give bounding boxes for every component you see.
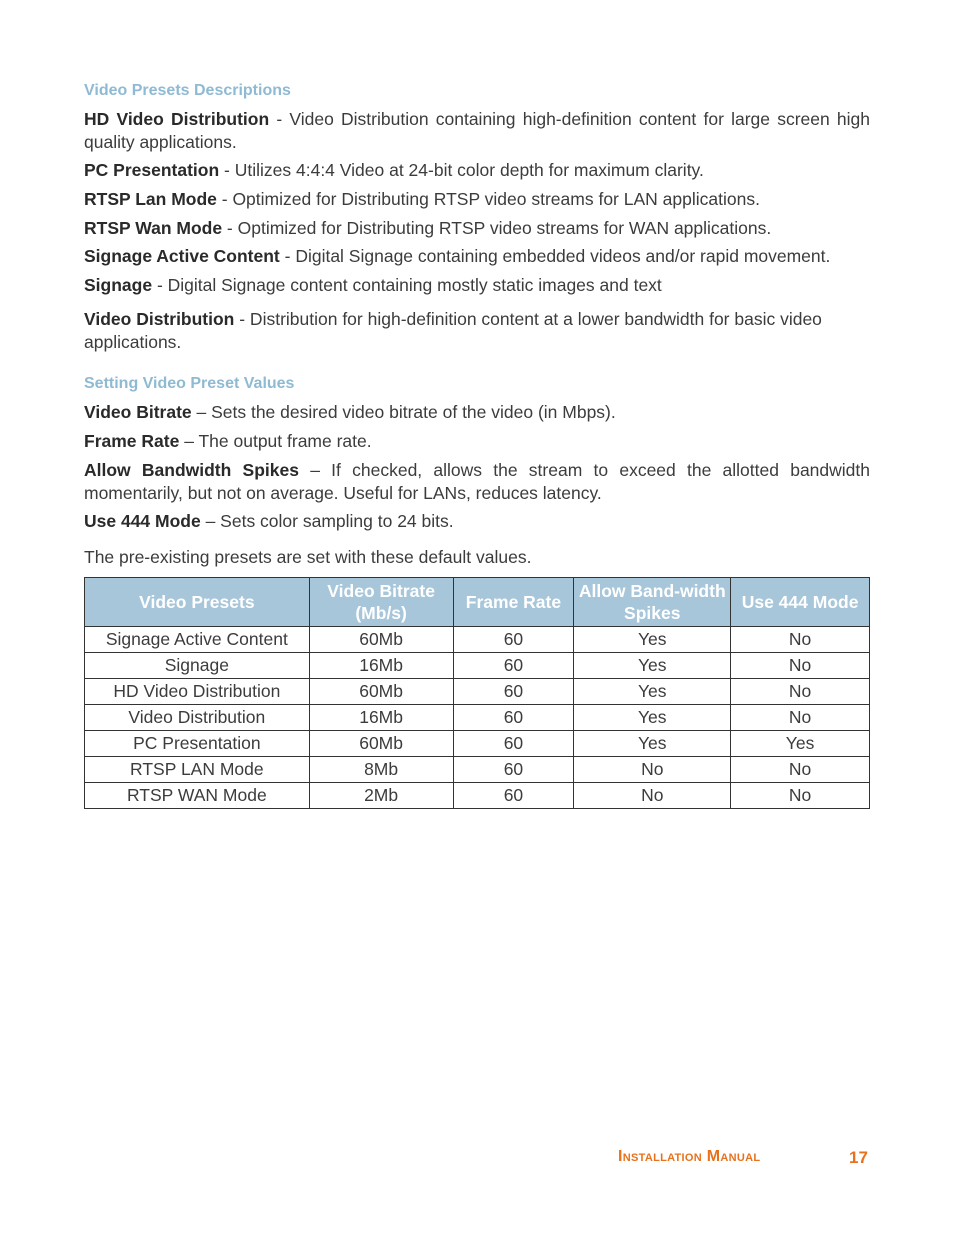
cell-444-mode: No <box>731 705 870 731</box>
cell-frame-rate: 60 <box>453 653 574 679</box>
column-header-allow-bandwidth-spikes: Allow Band-width Spikes <box>574 578 731 627</box>
section-heading-values: Setting Video Preset Values <box>84 375 295 392</box>
description-rtsp-wan-mode <box>84 217 870 240</box>
cell-preset: Signage <box>85 653 310 679</box>
term: Use 444 Mode <box>84 511 201 531</box>
definition: – The output frame rate. <box>179 431 372 451</box>
definition: – If checked, allows the stream to exceed the allotted bandwidth momentarily, but not on average. Useful for LANs, reduces latency. <box>84 460 870 503</box>
description-pc-presentation <box>84 159 870 182</box>
setting-allow-bandwidth-spikes <box>84 459 870 505</box>
description-signage <box>84 274 870 297</box>
cell-bitrate: 60Mb <box>309 679 453 705</box>
cell-preset: RTSP LAN Mode <box>85 757 310 783</box>
setting-video-bitrate <box>84 401 870 424</box>
cell-bandwidth-spikes: Yes <box>574 679 731 705</box>
term: Allow Bandwidth Spikes <box>84 460 299 480</box>
definition: - Optimized for Distributing RTSP video streams for LAN applications. <box>216 189 760 209</box>
description-hd-video-distribution <box>84 108 870 154</box>
cell-bandwidth-spikes: Yes <box>574 627 731 653</box>
term: Video Bitrate <box>84 402 192 422</box>
table-row <box>85 705 870 731</box>
cell-bitrate: 16Mb <box>309 705 453 731</box>
cell-bandwidth-spikes: Yes <box>574 705 731 731</box>
cell-frame-rate: 60 <box>453 783 574 809</box>
term: RTSP Lan Mode <box>84 189 217 209</box>
cell-bitrate: 60Mb <box>309 731 453 757</box>
presets-table <box>84 577 870 809</box>
table-row <box>85 731 870 757</box>
table-intro: The pre-existing presets are set with these default values. <box>84 547 532 567</box>
column-header-video-presets: Video Presets <box>85 578 310 627</box>
term: PC Presentation <box>84 160 220 180</box>
description-rtsp-lan-mode <box>84 188 870 211</box>
column-header-use-444-mode: Use 444 Mode <box>731 578 870 627</box>
cell-444-mode: No <box>731 783 870 809</box>
term: RTSP Wan Mode <box>84 218 223 238</box>
cell-444-mode: No <box>731 679 870 705</box>
setting-frame-rate <box>84 430 870 453</box>
cell-444-mode: No <box>731 757 870 783</box>
table-row <box>85 757 870 783</box>
term: Video Distribution <box>84 309 235 329</box>
table-header-row <box>85 578 870 627</box>
cell-bitrate: 8Mb <box>309 757 453 783</box>
cell-bandwidth-spikes: Yes <box>574 653 731 679</box>
page-number: 17 <box>849 1148 868 1167</box>
definition: – Sets color sampling to 24 bits. <box>200 511 454 531</box>
term: HD Video Distribution <box>84 109 270 129</box>
cell-preset: PC Presentation <box>85 731 310 757</box>
cell-preset: RTSP WAN Mode <box>85 783 310 809</box>
cell-bitrate: 60Mb <box>309 627 453 653</box>
table-row <box>85 653 870 679</box>
table-row <box>85 679 870 705</box>
description-video-distribution <box>84 308 870 354</box>
definition: - Utilizes 4:4:4 Video at 24-bit color depth for maximum clarity. <box>219 160 704 180</box>
cell-frame-rate: 60 <box>453 627 574 653</box>
cell-bandwidth-spikes: Yes <box>574 731 731 757</box>
cell-444-mode: Yes <box>731 731 870 757</box>
cell-bandwidth-spikes: No <box>574 783 731 809</box>
cell-preset: Video Distribution <box>85 705 310 731</box>
term: Signage <box>84 275 153 295</box>
footer-manual-title: Installation Manual <box>618 1148 761 1165</box>
definition: – Sets the desired video bitrate of the video (in Mbps). <box>191 402 616 422</box>
cell-frame-rate: 60 <box>453 679 574 705</box>
cell-preset: Signage Active Content <box>85 627 310 653</box>
cell-bandwidth-spikes: No <box>574 757 731 783</box>
cell-444-mode: No <box>731 653 870 679</box>
cell-bitrate: 16Mb <box>309 653 453 679</box>
description-signage-active-content <box>84 245 870 268</box>
table-row <box>85 783 870 809</box>
term: Signage Active Content <box>84 246 280 266</box>
definition: - Video Distribution containing high-definition content for large screen high quality applications. <box>84 109 870 152</box>
cell-preset: HD Video Distribution <box>85 679 310 705</box>
table-row <box>85 627 870 653</box>
definition: - Digital Signage content containing mostly static images and text <box>152 275 662 295</box>
cell-444-mode: No <box>731 627 870 653</box>
definition: - Digital Signage containing embedded videos and/or rapid movement. <box>279 246 831 266</box>
definition: - Distribution for high-definition content at a lower bandwidth for basic video applications. <box>84 309 822 352</box>
cell-bitrate: 2Mb <box>309 783 453 809</box>
cell-frame-rate: 60 <box>453 705 574 731</box>
column-header-video-bitrate: Video Bitrate (Mb/s) <box>309 578 453 627</box>
setting-use-444-mode <box>84 510 870 533</box>
term: Frame Rate <box>84 431 180 451</box>
section-heading-descriptions: Video Presets Descriptions <box>84 82 291 99</box>
cell-frame-rate: 60 <box>453 731 574 757</box>
column-header-frame-rate: Frame Rate <box>453 578 574 627</box>
definition: - Optimized for Distributing RTSP video streams for WAN applications. <box>222 218 772 238</box>
cell-frame-rate: 60 <box>453 757 574 783</box>
